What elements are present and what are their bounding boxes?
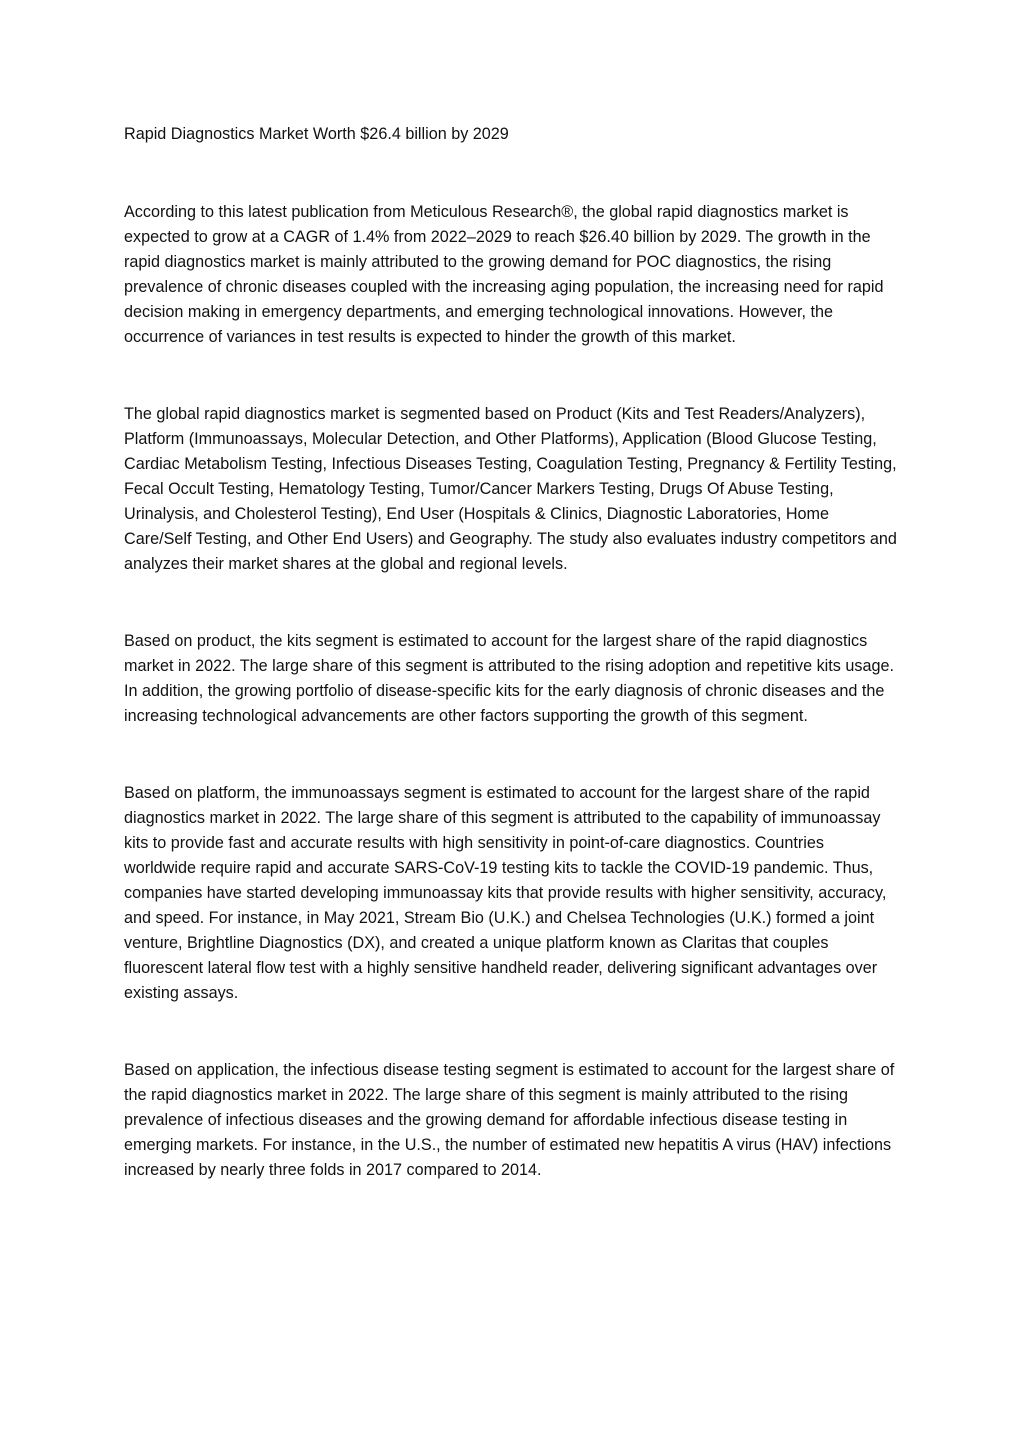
- document-body: [124, 122, 900, 1235]
- paragraph-application: Based on application, the infectious disease testing segment is estimated to account for the largest share of the rapid diagnostics market in 2022. The large share of this segment is mainly attributed to the rising prevalence of infectious diseases and the growing demand for affordable infectious disease testing in emerging markets. For instance, in the U.S., the number of estimated new hepatitis A virus (HAV) infections increased by nearly three folds in 2017 compared to 2014.: [124, 1061, 895, 1179]
- paragraph-segmentation: The global rapid diagnostics market is segmented based on Product (Kits and Test Readers/Analyzers), Platform (Immunoassays, Molecular Detection, and Other Platforms), Application (Blood Glucose Testing, Cardiac Metabolism Testing, Infectious Diseases Testing, Coagulation Testing, Pregnancy & Fertility Testing, Fecal Occult Testing, Hematology Testing, Tumor/Cancer Markers Testing, Drugs Of Abuse Testing, Urinalysis, and Cholesterol Testing), End User (Hospitals & Clinics, Diagnostic Laboratories, Home Care/Self Testing, and Other End Users) and Geography. The study also evaluates industry competitors and analyzes their market shares at the global and regional levels.: [124, 405, 897, 573]
- paragraph-overview: According to this latest publication from Meticulous Research®, the global rapid diagnostics market is expected to grow at a CAGR of 1.4% from 2022–2029 to reach $26.40 billion by 2029. The growth in the rapid diagnostics market is mainly attributed to the growing demand for POC diagnostics, the rising prevalence of chronic diseases coupled with the increasing aging population, the increasing need for rapid decision making in emergency departments, and emerging technological innovations. However, the occurrence of variances in test results is expected to hinder the growth of this market.: [124, 203, 884, 346]
- paragraph-platform: Based on platform, the immunoassays segment is estimated to account for the largest share of the rapid diagnostics market in 2022. The large share of this segment is attributed to the capability of immunoassay kits to provide fast and accurate results with high sensitivity in point-of-care diagnostics. Countries worldwide require rapid and accurate SARS-CoV-19 testing kits to tackle the COVID-19 pandemic. Thus, companies have started developing immunoassay kits that provide results with higher sensitivity, accuracy, and speed. For instance, in May 2021, Stream Bio (U.K.) and Chelsea Technologies (U.K.) formed a joint venture, Brightline Diagnostics (DX), and created a unique platform known as Claritas that couples fluorescent lateral flow test with a highly sensitive handheld reader, delivering significant advantages over existing assays.: [124, 784, 887, 1002]
- paragraph-product: Based on product, the kits segment is estimated to account for the largest share of the rapid diagnostics market in 2022. The large share of this segment is attributed to the rising adoption and repetitive kits usage. In addition, the growing portfolio of disease-specific kits for the early diagnosis of chronic diseases and the increasing technological advancements are other factors supporting the growth of this segment.: [124, 632, 894, 725]
- document-title: Rapid Diagnostics Market Worth $26.4 billion by 2029: [124, 125, 509, 143]
